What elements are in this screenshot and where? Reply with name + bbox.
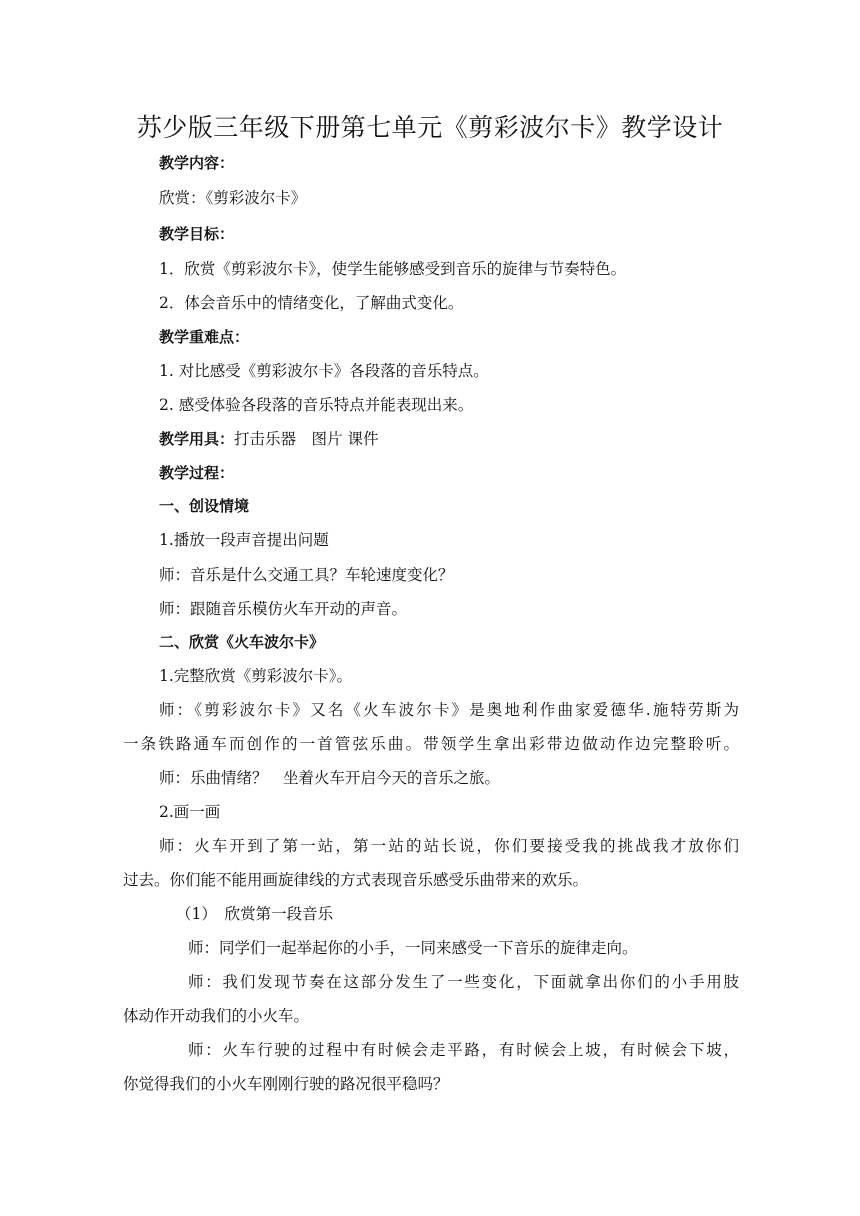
section-heading-2: 二、欣赏《火车波尔卡》	[159, 633, 325, 651]
heading-teaching-goals: 教学目标：	[159, 225, 235, 243]
text-line: 1. 对比感受《剪彩波尔卡》各段落的音乐特点。	[159, 362, 489, 380]
text-line: 师：火车行驶的过程中有时候会走平路，有时候会上坡，有时候会下坡，	[188, 1041, 739, 1059]
text-line: 1.播放一段声音提出问题	[159, 531, 329, 549]
heading-teaching-process: 教学过程：	[159, 464, 235, 482]
document-title: 苏少版三年级下册第七单元《剪彩波尔卡》教学设计	[136, 113, 724, 142]
text-line: 过去。你们能不能用画旋律线的方式表现音乐感受乐曲带来的欢乐。	[123, 871, 589, 889]
text-line: 你觉得我们的小火车刚刚行驶的路况很平稳吗？	[123, 1075, 449, 1093]
text-line: 体动作开动我们的小火车。	[123, 1007, 310, 1025]
heading-key-points: 教学重难点：	[159, 328, 250, 346]
text-line: 师：同学们一起举起你的小手，一同来感受一下音乐的旋律走向。	[188, 939, 638, 957]
text-line: 师：《剪彩波尔卡》又名《火车波尔卡》是奥地利作曲家爱德华.施特劳斯为	[159, 701, 739, 719]
text-line: 1．欣赏《剪彩波尔卡》，使学生能够感受到音乐的旋律与节奏特色。	[159, 260, 627, 278]
section-heading-1: 一、创设情境	[159, 497, 250, 515]
text-line: 2. 感受体验各段落的音乐特点并能表现出来。	[159, 396, 474, 414]
text-line: 师：火车开到了第一站，第一站的站长说，你们要接受我的挑战我才放你们	[159, 837, 739, 855]
text-line: 欣赏：《剪彩波尔卡》	[159, 189, 307, 207]
teaching-tools-text: 打击乐器 图片 课件	[234, 430, 379, 448]
text-line: 师：我们发现节奏在这部分发生了一些变化，下面就拿出你们的小手用肢	[188, 973, 739, 991]
text-line: 师：跟随音乐模仿火车开动的声音。	[159, 600, 408, 618]
text-line: 1.完整欣赏《剪彩波尔卡》。	[159, 667, 353, 685]
text-line: 师：音乐是什么交通工具？车轮速度变化？	[159, 566, 454, 584]
text-line: 2.画一画	[159, 803, 221, 821]
text-line: 2．体会音乐中的情绪变化，了解曲式变化。	[159, 294, 464, 312]
heading-teaching-content: 教学内容：	[159, 154, 235, 172]
text-line: 师：乐曲情绪？ 坐着火车开启今天的音乐之旅。	[159, 769, 501, 787]
teaching-tools-line	[159, 428, 378, 450]
subsection-heading: （1） 欣赏第一段音乐	[176, 905, 334, 923]
text-line: 一条铁路通车而创作的一首管弦乐曲。带领学生拿出彩带边做动作边完整聆听。	[123, 735, 739, 753]
heading-teaching-tools: 教学用具：	[159, 430, 235, 448]
